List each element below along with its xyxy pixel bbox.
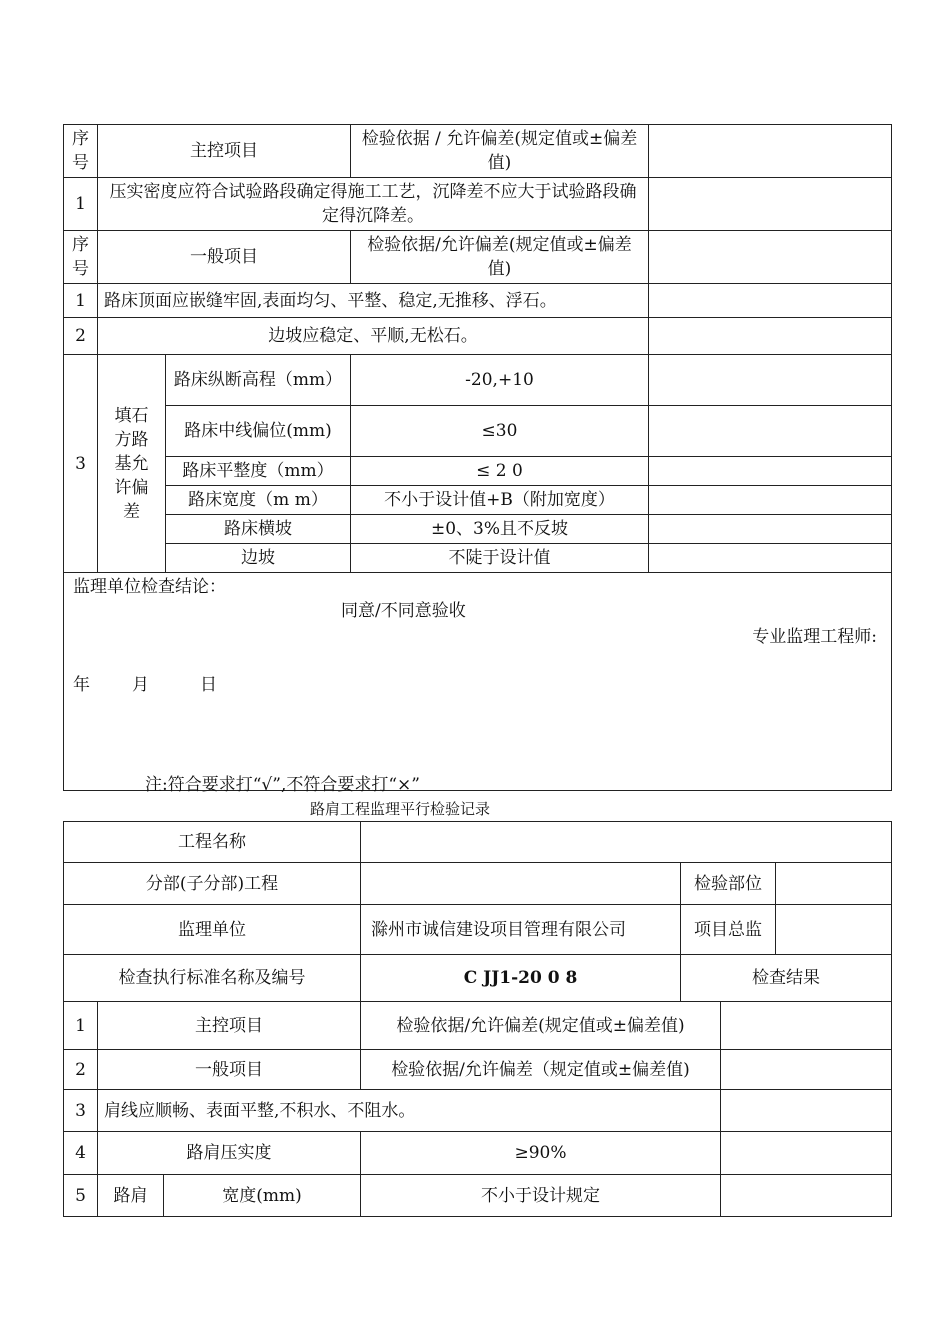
header-main-items: 主控项目	[98, 125, 351, 178]
project-name-label: 工程名称	[64, 822, 361, 863]
t2-row-4-no: 4	[64, 1132, 98, 1175]
supervisor-unit-label: 监理单位	[64, 905, 361, 955]
header2-result-cell	[649, 231, 892, 284]
inspect-part-value	[776, 863, 892, 905]
chief-supervisor-label: 项目总监	[681, 905, 776, 955]
tolerance-item-value: ≤30	[351, 406, 649, 457]
tolerance-item-name: 路床平整度（mm）	[166, 457, 351, 486]
chief-supervisor-value	[776, 905, 892, 955]
tolerance-item-name: 路床横坡	[166, 515, 351, 544]
t2-row-1-basis: 检验依据/允许偏差(规定值或±偏差值)	[361, 1002, 721, 1050]
t2-row-2-label: 一般项目	[98, 1050, 361, 1090]
general-row-2-no: 2	[64, 318, 98, 355]
main-row-text: 压实密度应符合试验路段确定得施工工艺，沉降差不应大于试验路段确定得沉降差。	[98, 178, 649, 231]
tolerance-item-value: 不陡于设计值	[351, 544, 649, 573]
tolerance-item-name: 边坡	[166, 544, 351, 573]
t2-row-3-result	[721, 1090, 892, 1132]
header2-seq: 序号	[64, 231, 98, 284]
date-year: 年	[73, 675, 90, 695]
t2-row-4-result	[721, 1132, 892, 1175]
t2-row-5-group: 路肩	[98, 1175, 164, 1217]
tolerance-item-name: 路床纵断高程（mm）	[166, 355, 351, 406]
project-name-value	[361, 822, 892, 863]
header-seq: 序号	[64, 125, 98, 178]
main-row-no: 1	[64, 178, 98, 231]
supervisor-unit-value: 滁州市诚信建设项目管理有限公司	[361, 905, 681, 955]
conclusion-label: 监理单位检查结论：	[73, 577, 226, 597]
tolerance-item-result	[649, 544, 892, 573]
general-row-3-no: 3	[64, 355, 98, 573]
header2-general-items: 一般项目	[98, 231, 351, 284]
tolerance-item-name: 路床宽度（m m）	[166, 486, 351, 515]
general-row-2-text: 边坡应稳定、平顺,无松石。	[98, 318, 649, 355]
tolerance-item-result	[649, 486, 892, 515]
conclusion-value: 同意/不同意验收	[341, 601, 466, 621]
date-month: 月	[132, 675, 149, 695]
standard-label: 检查执行标准名称及编号	[64, 955, 361, 1002]
tolerance-item-name: 路床中线偏位(mm)	[166, 406, 351, 457]
general-row-1-no: 1	[64, 284, 98, 318]
t2-row-1-no: 1	[64, 1002, 98, 1050]
t2-row-5-result	[721, 1175, 892, 1217]
engineer-label: 专业监理工程师:	[752, 627, 877, 647]
tolerance-item-value: -20,+10	[351, 355, 649, 406]
inspect-part-label: 检验部位	[681, 863, 776, 905]
t2-row-5-value: 不小于设计规定	[361, 1175, 721, 1217]
t2-row-1-label: 主控项目	[98, 1002, 361, 1050]
t2-row-2-basis: 检验依据/允许偏差（规定值或±偏差值)	[361, 1050, 721, 1090]
shoulder-inspection-table	[63, 821, 892, 1217]
t2-row-2-result	[721, 1050, 892, 1090]
t2-row-5-no: 5	[64, 1175, 98, 1217]
tolerance-item-result	[649, 515, 892, 544]
t2-row-3-text: 肩线应顺畅、表面平整,不积水、不阻水。	[98, 1090, 721, 1132]
t2-row-2-no: 2	[64, 1050, 98, 1090]
tolerance-item-result	[649, 355, 892, 406]
t2-row-1-result	[721, 1002, 892, 1050]
header-result-cell	[649, 125, 892, 178]
tolerance-item-value: ≤ 2 0	[351, 457, 649, 486]
tolerance-item-value: ±0、3%且不反坡	[351, 515, 649, 544]
standard-value: C JJ1-20 0 8	[361, 955, 681, 1002]
roadbed-inspection-table	[63, 124, 892, 791]
general-row-1-text: 路床顶面应嵌缝牢固,表面均匀、平整、稳定,无推移、浮石。	[98, 284, 649, 318]
tolerance-item-result	[649, 457, 892, 486]
note-text: 注:符合要求打“√”,不符合要求打“×”	[145, 775, 420, 795]
t2-row-4-value: ≥90%	[361, 1132, 721, 1175]
general-row-1-result	[649, 284, 892, 318]
main-row-result	[649, 178, 892, 231]
header2-basis: 检验依据/允许偏差(规定值或±偏差值)	[351, 231, 649, 284]
subproject-label: 分部(子分部)工程	[64, 863, 361, 905]
tolerance-item-result	[649, 406, 892, 457]
result-label: 检查结果	[681, 955, 892, 1002]
t2-row-4-label: 路肩压实度	[98, 1132, 361, 1175]
table2-title: 路肩工程监理平行检验记录	[310, 800, 491, 818]
subproject-value	[361, 863, 681, 905]
t2-row-3-no: 3	[64, 1090, 98, 1132]
header-basis: 检验依据 / 允许偏差(规定值或±偏差值)	[351, 125, 649, 178]
conclusion-cell	[64, 573, 892, 791]
date-day: 日	[200, 675, 217, 695]
tolerance-group-label: 填石方路基允许偏差	[98, 355, 166, 573]
general-row-2-result	[649, 318, 892, 355]
t2-row-5-label: 宽度(mm)	[164, 1175, 361, 1217]
tolerance-item-value: 不小于设计值+B（附加宽度）	[351, 486, 649, 515]
